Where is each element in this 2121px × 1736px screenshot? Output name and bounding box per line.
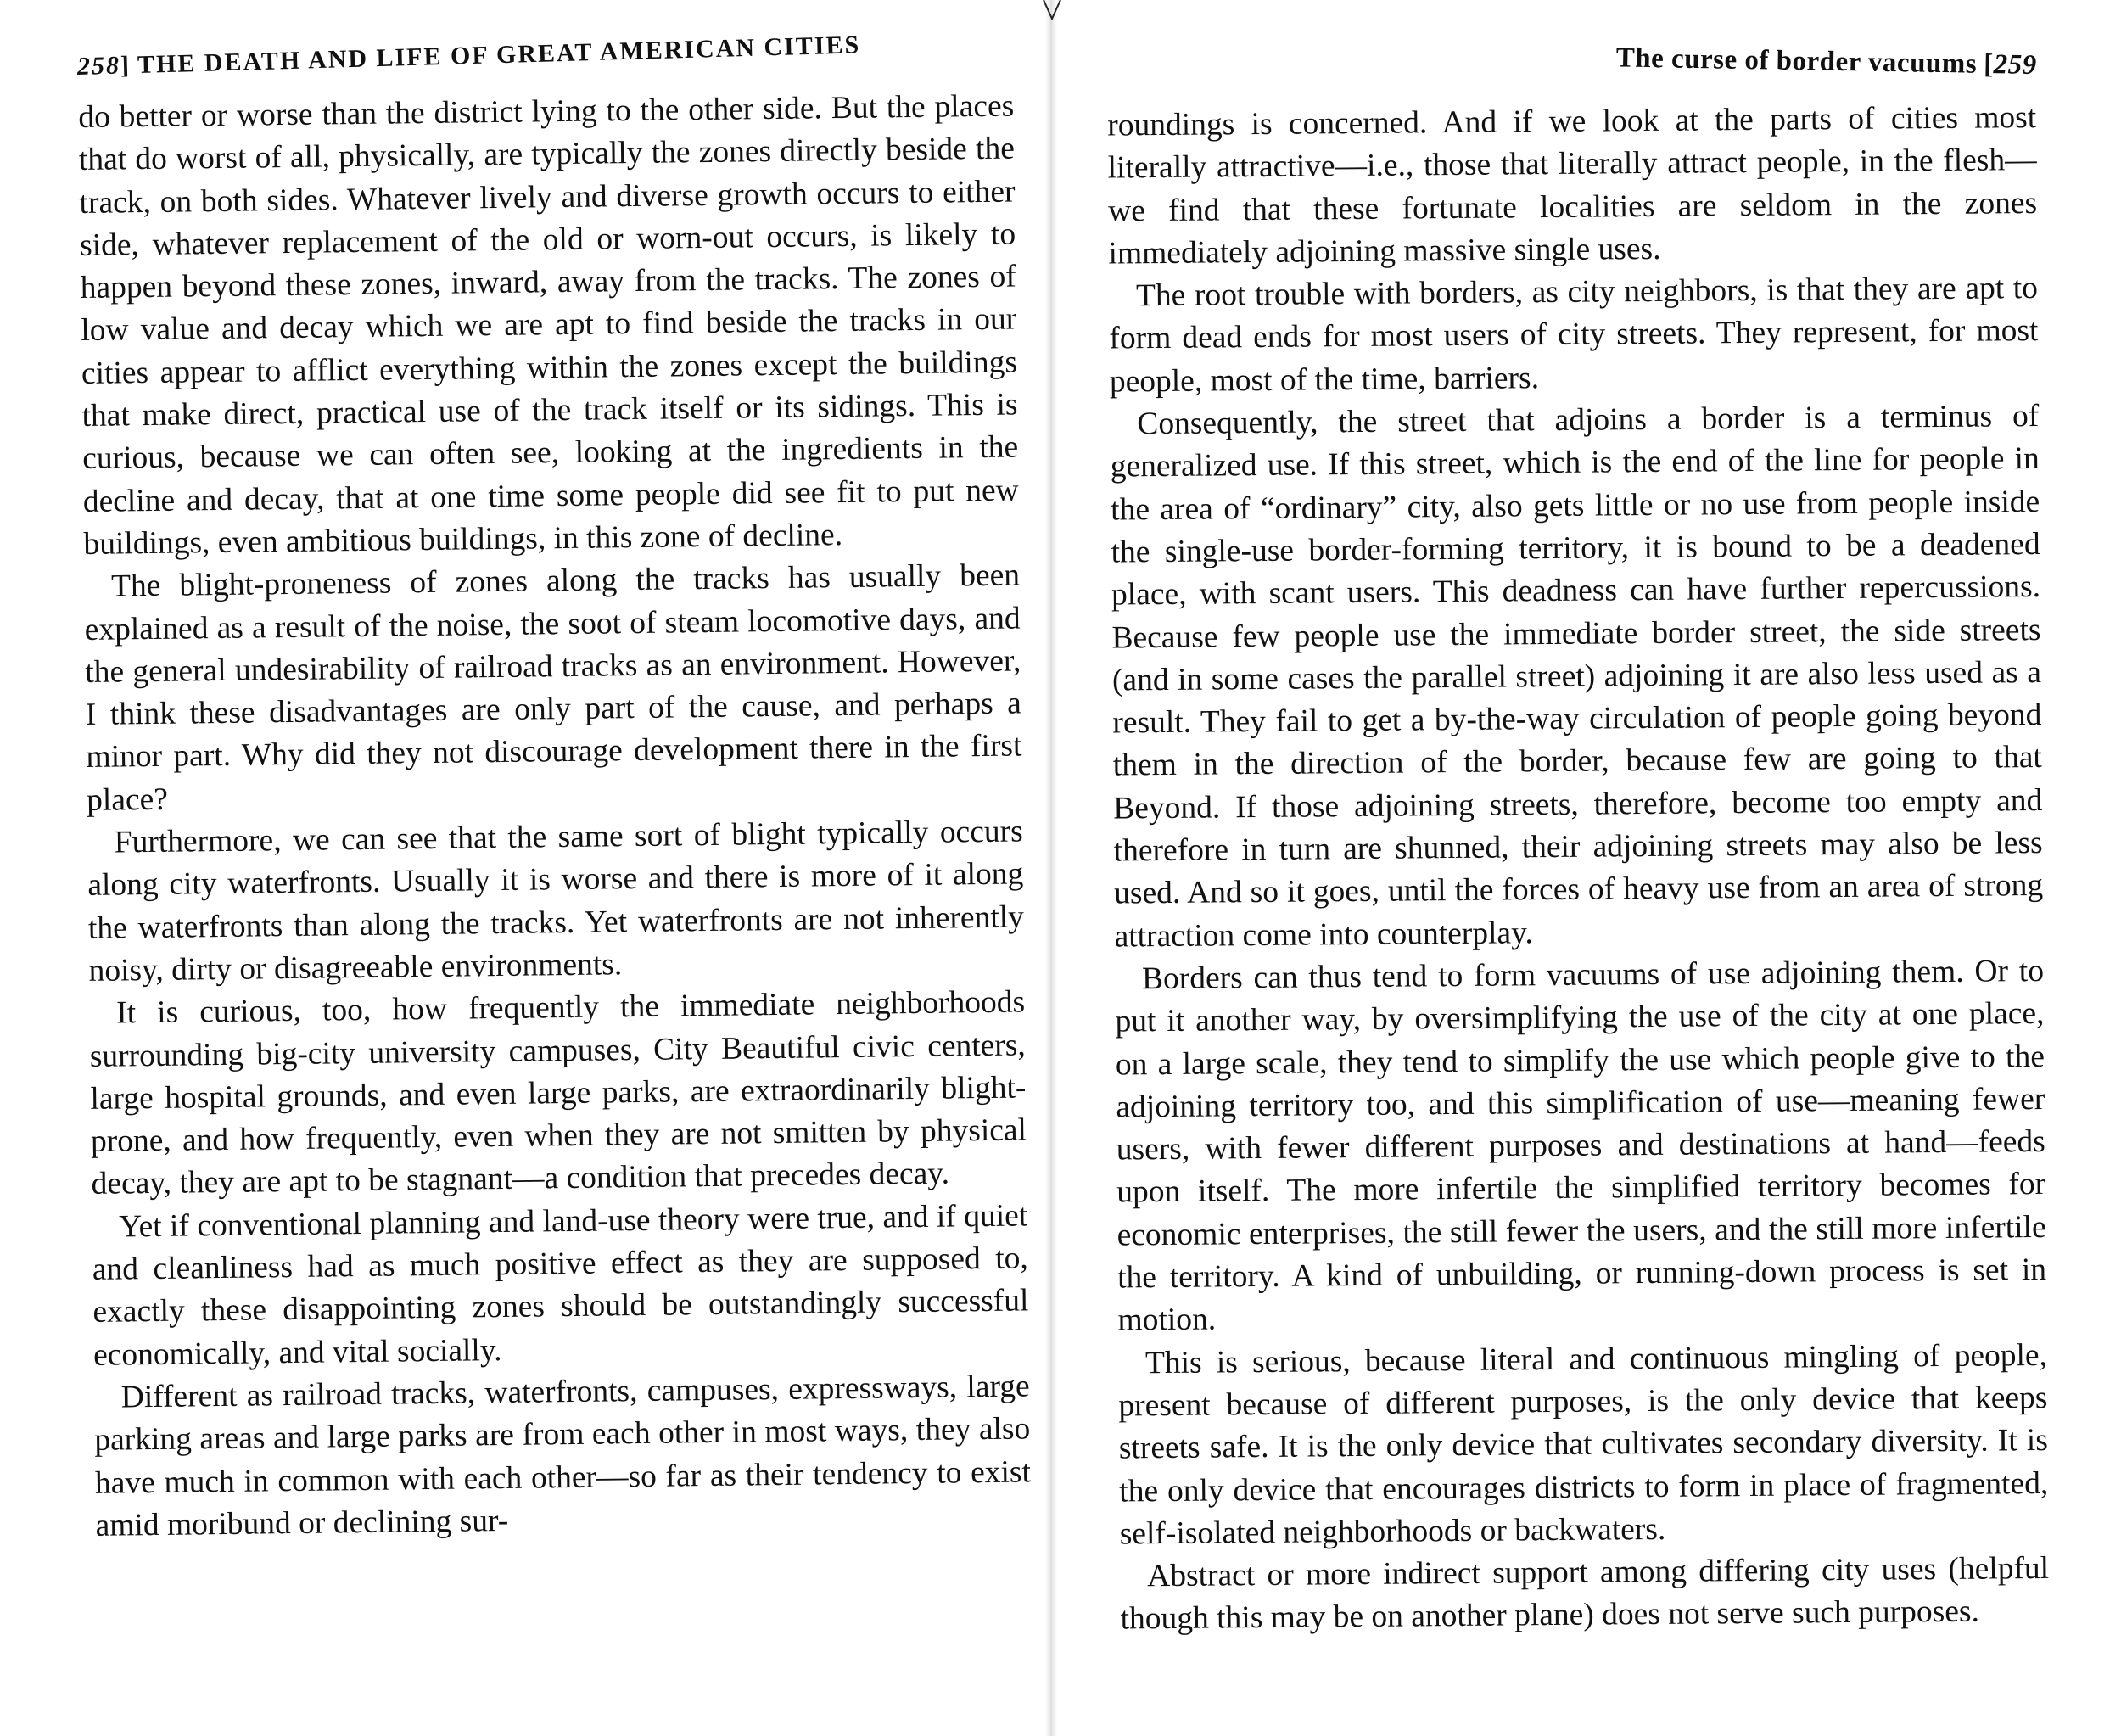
right-paragraph-6: Abstract or more indirect support among differing city uses (helpful though this may be on another plane) does not serve such purposes.: [1120, 1551, 2050, 1637]
left-running-head: [76, 0, 1014, 97]
right-page-text: [1107, 97, 2050, 1641]
right-paragraph-4: Borders can thus tend to form vacuums of use adjoining them. Or to put it another way, by oversimplifying the use of the city at one place, on a large scale, they tend to simplify the use which people give to the adjoining territory too, and this simplification of use—meaning fewer users, with fewer different purposes and destinations at hand—feeds upon itself. The more infertile the simplified territory becomes for economic enterprises, the still fewer the users, and the still more infertile the territory. A kind of unbuilding, or running-down process is set in motion.: [1115, 953, 2047, 1338]
right-page-number: 259: [1993, 49, 2037, 81]
left-page-number: 258: [76, 51, 121, 81]
right-running-head-title: The curse of border vacuums: [1615, 42, 1978, 80]
right-paragraph-2: The root trouble with borders, as city neighbors, is that they are apt to form dead ends for most users of city streets. They represent, for most people, most of the time, barriers.: [1109, 271, 2039, 400]
right-head-bracket: [: [1983, 48, 1994, 81]
left-paragraph-3: Furthermore, we can see that the same sort of blight typically occurs along city waterfronts. Usually it is worse and there is more of it along the waterfronts than along the tracks. Yet waterfronts are not inherently noisy, dirty or disagreeable environments.: [87, 814, 1025, 988]
right-running-head: [1107, 8, 2037, 97]
right-paragraph-3: Consequently, the street that adjoins a border is a terminus of generalized use. If this street, which is the end of the line for people in the area of “ordinary” city, also gets little or no use from people inside the single-use border-forming territory, it is bound to be a deadened place, with scant users. This deadness can have further repercussions. Because few people use the immediate border street, the side streets (and in some cases the parallel street) adjoining it are also less used as a result. They fail to get a by-the-way circulation of people going beyond them in the direction of the border, because few are going to that Beyond. If those adjoining streets, therefore, become too empty and therefore in turn are shunned, their adjoining streets may also be less used. And so it goes, until the forces of heavy use from an area of strong attraction come into counterplay.: [1110, 399, 2044, 955]
right-paragraph-1: roundings is concerned. And if we look at the parts of cities most literally attractive—i.e., those that literally attract people, in the flesh—we find that these fortunate localities are seldom in the zones immediately adjoining massive single uses.: [1107, 99, 2038, 272]
left-paragraph-1: do better or worse than the district lying to the other side. But the places that do worst of all, physically, are typically the zones directly beside the track, on both sides. Whatever lively and diverse growth occurs to either side, whatever replacement of the old or worn-out occurs, is likely to happen beyond these zones, inward, away from the tracks. The zones of low value and decay which we are apt to find beside the tracks in our cities appear to afflict everything within the zones except the buildings that make direct, practical use of the track itself or its sidings. This is curious, because we can often see, looking at the ingredients in the decline and decay, that at one time some people did see fit to put new buildings, even ambitious buildings, in this zone of decline.: [78, 88, 1019, 562]
left-paragraph-6: Different as railroad tracks, waterfronts, campuses, expressways, large parking areas and large parks are from each other in most ways, they also have much in common with each other—so far as their tendency to exist amid moribund or declining sur-: [94, 1369, 1032, 1543]
left-page-text: [78, 86, 1032, 1548]
left-page: [0, 0, 1048, 1736]
left-paragraph-2: The blight-proneness of zones along the tracks has usually been explained as a result of the noise, the soot of steam locomotive days, and the general undesirability of railroad tracks as an environment. However, I think these disadvantages are only part of the cause, and perhaps a minor part. Why did they not discourage development there in the first place?: [84, 557, 1022, 818]
left-head-bracket: ]: [120, 51, 132, 80]
right-paragraph-5: This is serious, because literal and continuous mingling of people, present because of different purposes, is the only device that keeps streets safe. It is the only device that cultivates secondary diversity. It is the only device that encourages districts to form in place of fragmented, self-isolated neighborhoods or backwaters.: [1118, 1337, 2049, 1552]
left-paragraph-5: Yet if conventional planning and land-use theory were true, and if quiet and cleanliness had as much positive effect as they are supposed to, exactly these disappointing zones should be outstandingly successful economically, and vital socially.: [92, 1198, 1029, 1373]
right-page: [1056, 0, 2121, 1736]
left-paragraph-4: It is curious, too, how frequently the immediate neighborhoods surrounding big-city university campuses, City Beautiful civic centers, large hospital grounds, and even large parks, are extraordinarily blight-prone, and how frequently, even when they are not smitten by physical decay, they are apt to be stagnant—a condition that precedes decay.: [89, 984, 1027, 1202]
book-gutter: [1045, 0, 1057, 1736]
left-running-head-title: THE DEATH AND LIFE OF GREAT AMERICAN CITIES: [137, 31, 861, 80]
